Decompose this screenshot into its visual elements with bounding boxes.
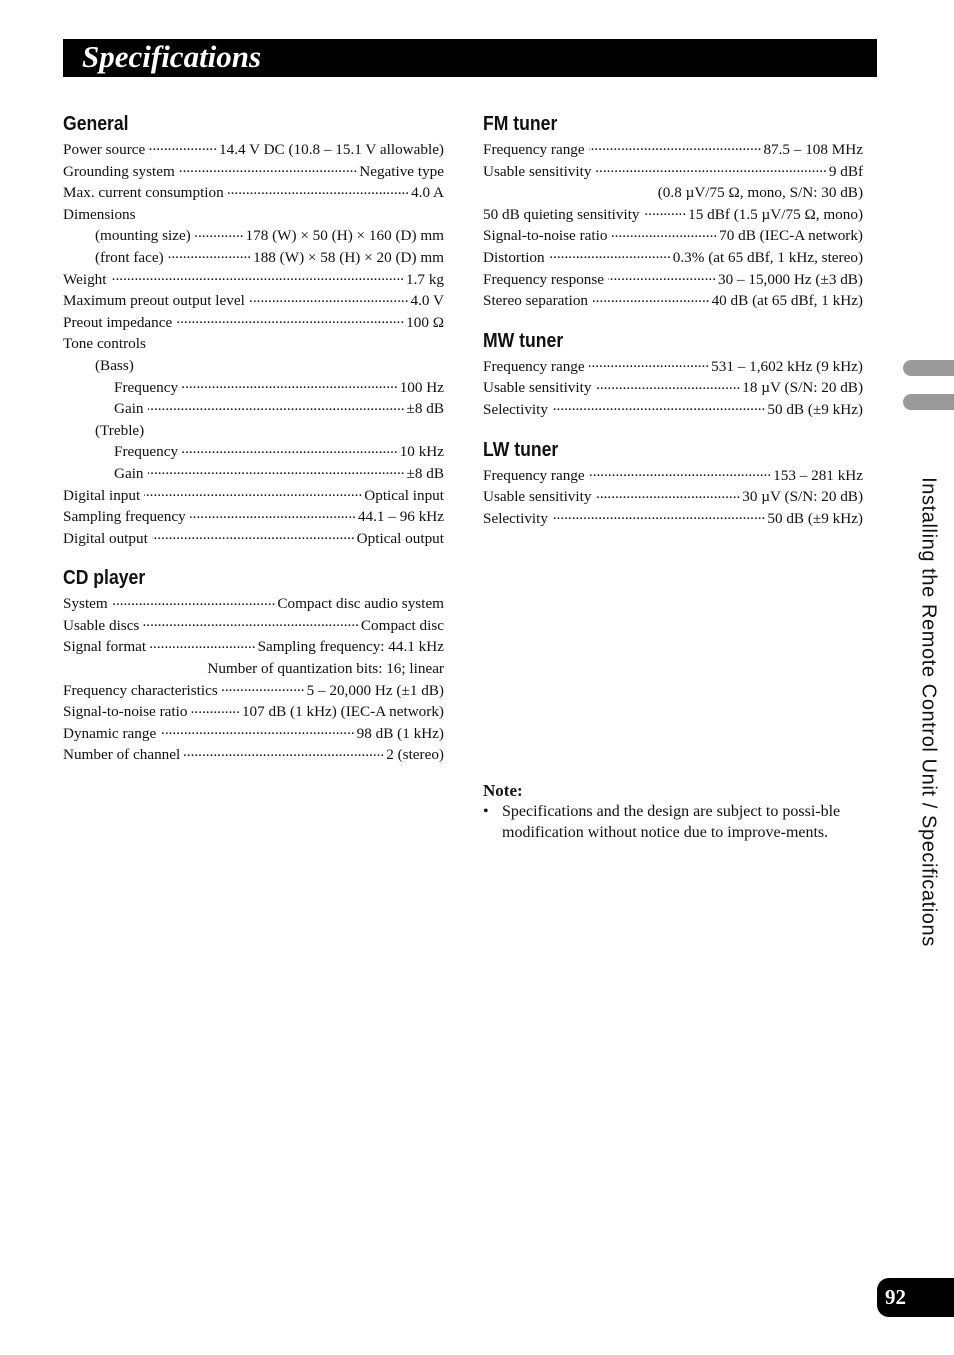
leader-dots <box>589 466 772 480</box>
spec-label: Tone controls <box>63 335 146 353</box>
spec-label: Preout impedance <box>63 313 173 331</box>
leader-dots <box>176 313 404 327</box>
spec-value: 153 – 281 kHz <box>773 466 863 484</box>
spec-row <box>63 333 444 355</box>
leader-dots <box>190 507 356 521</box>
cd-player-section <box>63 566 444 766</box>
spec-value: 100 Ω <box>406 313 444 331</box>
spec-value: 87.5 – 108 MHz <box>763 141 863 158</box>
spec-value: (0.8 µV/75 Ω, mono, S/N: 30 dB) <box>657 184 863 202</box>
leader-dots <box>182 442 398 456</box>
lw-tuner-section <box>483 438 863 530</box>
spec-value: 4.0 V <box>410 292 444 310</box>
section-title: General <box>63 113 129 135</box>
page-title: Specifications <box>82 39 262 74</box>
spec-label: Stereo separation <box>483 292 589 310</box>
leader-dots <box>552 400 765 414</box>
spec-label: (mounting size) <box>95 227 191 245</box>
note-block <box>483 780 865 843</box>
spec-value: ±8 dB <box>406 400 444 418</box>
spec-label: Usable discs <box>63 616 140 634</box>
spec-row <box>63 420 444 442</box>
spec-row <box>483 486 863 508</box>
spec-label: Frequency characteristics <box>63 681 218 699</box>
spec-row <box>63 204 444 226</box>
spec-value: Negative type <box>359 162 444 180</box>
spec-label: Signal-to-noise ratio <box>63 703 188 721</box>
spec-row <box>483 247 863 269</box>
spec-row <box>63 680 444 702</box>
spec-value: 14.4 V DC (10.8 – 15.1 V allowable) <box>219 141 444 158</box>
spec-label: Gain <box>114 464 144 482</box>
spec-value: 30 µV (S/N: 20 dB) <box>742 488 863 506</box>
spec-value: 100 Hz <box>399 378 444 396</box>
spec-value: Sampling frequency: 44.1 kHz <box>257 638 444 656</box>
spec-row <box>63 506 444 528</box>
spec-value: 70 dB (IEC-A network) <box>719 227 863 245</box>
side-tab-marker <box>903 360 954 376</box>
note-text: Specifications and the design are subject to possi-ble modification without notice due to improve-ments. <box>502 803 841 841</box>
spec-value: 9 dBf <box>828 162 863 180</box>
spec-row <box>63 225 444 247</box>
spec-label: (front face) <box>95 248 164 266</box>
spec-row <box>483 225 863 247</box>
spec-label: Signal format <box>63 638 147 656</box>
leader-dots <box>148 464 405 478</box>
leader-dots <box>249 291 409 305</box>
spec-label: Maximum preout output level <box>63 292 245 310</box>
spec-value: 10 kHz <box>399 443 444 461</box>
spec-row <box>63 269 444 291</box>
spec-label: Digital input <box>63 486 141 504</box>
leader-dots <box>595 162 826 176</box>
leader-dots <box>222 681 305 695</box>
spec-row <box>63 247 444 269</box>
spec-value: Compact disc audio system <box>277 595 444 613</box>
spec-value: 15 dBf (1.5 µV/75 Ω, mono) <box>688 205 863 223</box>
spec-row <box>63 658 444 680</box>
leader-dots <box>589 140 762 154</box>
spec-label: Weight <box>63 270 107 288</box>
spec-row <box>63 723 444 745</box>
page-number: 92 <box>885 1285 906 1309</box>
title-bar <box>63 39 877 77</box>
bullet: • <box>483 803 489 820</box>
spec-label: Max. current consumption <box>63 184 224 202</box>
spec-label: Selectivity <box>483 509 548 527</box>
leader-dots <box>144 486 362 500</box>
leader-dots <box>111 270 405 284</box>
spec-row <box>63 615 444 637</box>
spec-row <box>63 441 444 463</box>
spec-value: 178 (W) × 50 (H) × 160 (D) mm <box>245 227 444 245</box>
leader-dots <box>608 270 716 284</box>
leader-dots <box>168 248 251 262</box>
spec-label: Frequency range <box>483 466 585 484</box>
section-title: FM tuner <box>483 113 558 135</box>
spec-value: 2 (stereo) <box>386 746 444 764</box>
spec-label: Usable sensitivity <box>483 379 592 397</box>
spec-label: Dynamic range <box>63 724 157 742</box>
spec-label: Usable sensitivity <box>483 162 592 180</box>
spec-label: (Treble) <box>95 421 145 439</box>
spec-value: Compact disc <box>360 616 444 634</box>
mw-tuner-section <box>483 329 863 421</box>
spec-row <box>483 269 863 291</box>
spec-row <box>63 744 444 766</box>
leader-dots <box>589 357 710 371</box>
leader-dots <box>611 226 717 240</box>
spec-row <box>63 485 444 507</box>
left-column <box>63 108 444 783</box>
leader-dots <box>179 162 357 176</box>
spec-value: 531 – 1,602 kHz (9 kHz) <box>711 357 863 375</box>
spec-value: 44.1 – 96 kHz <box>357 508 444 526</box>
spec-label: Frequency <box>114 378 179 396</box>
spec-row <box>63 377 444 399</box>
leader-dots <box>595 487 740 501</box>
spec-label: Frequency range <box>483 141 585 158</box>
leader-dots <box>191 702 240 716</box>
spec-label: 50 dB quieting sensitivity <box>483 205 640 223</box>
spec-value: 98 dB (1 kHz) <box>356 724 444 742</box>
spec-row <box>63 139 444 161</box>
spec-row <box>483 139 863 161</box>
spec-value: 18 µV (S/N: 20 dB) <box>742 379 863 397</box>
spec-label: Dimensions <box>63 205 136 223</box>
spec-value: Optical output <box>356 529 444 547</box>
spec-label: Gain <box>114 400 144 418</box>
spec-label: Digital output <box>63 529 148 547</box>
spec-value: 0.3% (at 65 dBf, 1 kHz, stereo) <box>672 248 863 266</box>
spec-label: Sampling frequency <box>63 508 186 526</box>
spec-label: Selectivity <box>483 400 548 418</box>
spec-value: ±8 dB <box>406 464 444 482</box>
spec-row <box>63 312 444 334</box>
leader-dots <box>143 616 359 630</box>
spec-label: Distortion <box>483 248 545 266</box>
leader-dots <box>228 183 409 197</box>
spec-value: 4.0 A <box>411 184 444 202</box>
leader-dots <box>184 745 384 759</box>
spec-label: (Bass) <box>95 356 134 374</box>
general-section <box>63 112 444 549</box>
spec-row <box>483 508 863 530</box>
spec-row <box>63 398 444 420</box>
spec-label: Power source <box>63 141 146 158</box>
leader-dots <box>644 205 687 219</box>
spec-row <box>63 355 444 377</box>
spec-value: Number of quantization bits: 16; linear <box>207 660 444 678</box>
section-title: CD player <box>63 567 146 590</box>
spec-row <box>483 182 863 204</box>
section-title: LW tuner <box>483 438 559 461</box>
spec-label: Signal-to-noise ratio <box>483 227 608 245</box>
fm-tuner-section <box>483 112 863 312</box>
spec-row <box>63 161 444 183</box>
right-column <box>483 108 863 546</box>
leader-dots <box>152 529 355 543</box>
spec-row <box>63 701 444 723</box>
leader-dots <box>150 637 255 651</box>
spec-value: 1.7 kg <box>406 270 444 288</box>
spec-label: System <box>63 595 108 613</box>
side-tab-marker <box>903 394 954 410</box>
spec-row <box>63 636 444 658</box>
spec-label: Frequency <box>114 443 179 461</box>
spec-row <box>483 356 863 378</box>
leader-dots <box>195 226 244 240</box>
spec-value: 107 dB (1 kHz) (IEC-A network) <box>241 703 444 721</box>
spec-row <box>63 463 444 485</box>
spec-value: 50 dB (±9 kHz) <box>767 400 863 418</box>
leader-dots <box>148 399 405 413</box>
spec-row <box>63 182 444 204</box>
spec-row <box>483 290 863 312</box>
spec-row <box>483 204 863 226</box>
spec-label: Grounding system <box>63 162 175 180</box>
leader-dots <box>549 248 671 262</box>
spec-label: Usable sensitivity <box>483 488 592 506</box>
leader-dots <box>112 594 276 608</box>
spec-row <box>483 377 863 399</box>
spec-value: 40 dB (at 65 dBf, 1 kHz) <box>711 292 863 310</box>
spec-row <box>63 528 444 550</box>
page-number-tab <box>877 1278 954 1317</box>
leader-dots <box>595 378 740 392</box>
spec-value: 5 – 20,000 Hz (±1 dB) <box>306 681 444 699</box>
spec-row <box>63 290 444 312</box>
note-title: Note: <box>483 781 523 800</box>
spec-label: Frequency range <box>483 357 585 375</box>
spec-value: 50 dB (±9 kHz) <box>767 509 863 527</box>
spec-value: Optical input <box>364 486 444 504</box>
leader-dots <box>149 140 217 154</box>
spec-value: 30 – 15,000 Hz (±3 dB) <box>717 270 863 288</box>
spec-row <box>483 161 863 183</box>
leader-dots <box>182 378 398 392</box>
leader-dots <box>592 291 710 305</box>
side-section-label: Installing the Remote Control Unit / Specifications <box>917 477 940 947</box>
spec-row <box>63 593 444 615</box>
note-item <box>483 802 865 843</box>
section-title: MW tuner <box>483 329 564 352</box>
spec-value: 188 (W) × 58 (H) × 20 (D) mm <box>253 248 444 266</box>
leader-dots <box>160 724 354 738</box>
spec-row <box>483 399 863 421</box>
leader-dots <box>552 509 765 523</box>
spec-label: Number of channel <box>63 746 181 764</box>
spec-row <box>483 465 863 487</box>
spec-label: Frequency response <box>483 270 605 288</box>
